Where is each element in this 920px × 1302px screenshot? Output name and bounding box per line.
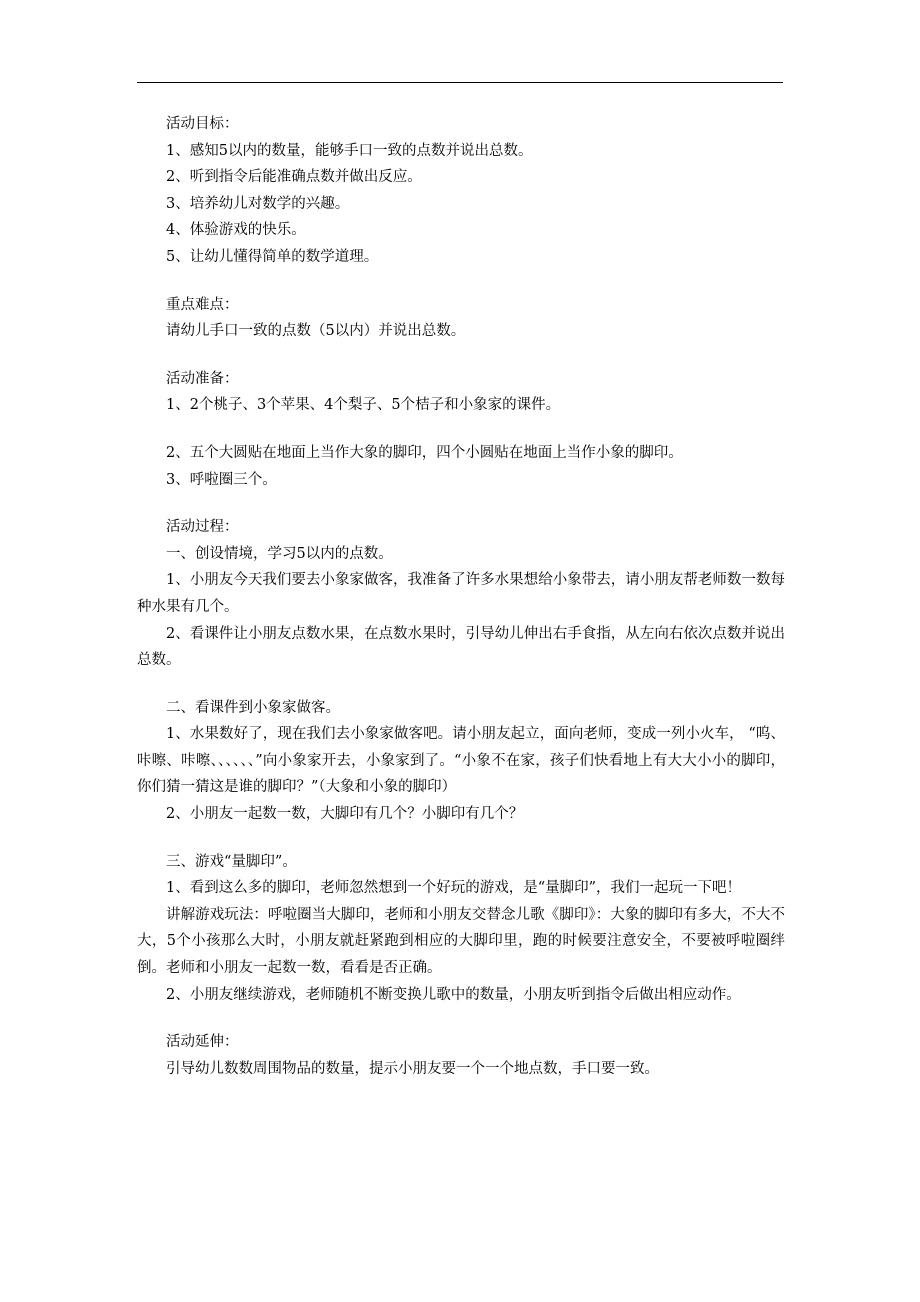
extension-text: 引导幼儿数数周围物品的数量，提示小朋友要一个一个地点数，手口要一致。 bbox=[166, 1060, 659, 1077]
process-part3-item: 2、小朋友继续游戏，老师随机不断变换儿歌中的数量，小朋友听到指令后做出相应动作。 bbox=[166, 986, 741, 1003]
process-part1-title: 一、创设情境，学习5以内的点数。 bbox=[166, 545, 393, 562]
key-points-heading: 重点难点： bbox=[166, 296, 239, 313]
process-part1-item: 2、看课件让小朋友点数水果，在点数水果时，引导幼儿伸出右手食指，从左向右依次点数并说出总数。 bbox=[137, 625, 785, 669]
preparation-item: 2、五个大圆贴在地面上当作大象的脚印，四个小圆贴在地面上当作小象的脚印。 bbox=[166, 444, 683, 461]
extension-heading: 活动延伸： bbox=[166, 1034, 239, 1051]
process-part1-item: 1、小朋友今天我们要去小象家做客，我准备了许多水果想给小象带去，请小朋友帮老师数一数每种水果有几个。 bbox=[137, 572, 785, 615]
goal-item: 4、体验游戏的快乐。 bbox=[166, 222, 306, 239]
goal-item: 5、让幼儿懂得简单的数学道理。 bbox=[166, 248, 379, 265]
preparation-heading: 活动准备： bbox=[166, 370, 239, 387]
goal-item: 2、听到指令后能准确点数并做出反应。 bbox=[166, 169, 422, 186]
process-heading: 活动过程： bbox=[166, 519, 239, 536]
process-part2-item: 2、小朋友一起数一数，大脚印有几个？小脚印有几个？ bbox=[166, 806, 524, 823]
document-body bbox=[137, 111, 785, 1082]
goal-item: 3、培养幼儿对数学的兴趣。 bbox=[166, 195, 350, 212]
preparation-item: 1、2个桃子、3个苹果、4个梨子、5个桔子和小象家的课件。 bbox=[166, 397, 561, 414]
preparation-item: 3、呼啦圈三个。 bbox=[166, 471, 277, 488]
goals-heading: 活动目标： bbox=[166, 116, 239, 132]
goal-item: 1、感知5以内的数量，能够手口一致的点数并说出总数。 bbox=[166, 142, 533, 159]
key-points-text: 请幼儿手口一致的点数（5以内）并说出总数。 bbox=[166, 323, 466, 340]
process-part2-item: 1、水果数好了，现在我们去小象家做客吧。请小朋友起立，面向老师，变成一列小火车， “呜、咔嚓、咔嚓、、、、、、”向小象家开去，小象家到了。“小象不在家，孩子们快看地上有大大小小的脚印，你们猜一猜这是谁的脚印？”（大象和小象的脚印） bbox=[137, 726, 785, 796]
header-rule bbox=[137, 82, 783, 83]
process-part3-item: 讲解游戏玩法：呼啦圈当大脚印，老师和小朋友交替念儿歌《脚印》：大象的脚印有多大，不大不大，5个小孩那么大时，小朋友就赶紧跑到相应的大脚印里，跑的时候要注意安全，不要被呼啦圈绊倒。老师和小朋友一起数一数，看看是否正确。 bbox=[137, 906, 785, 977]
process-part2-title: 二、看课件到小象家做客。 bbox=[166, 699, 340, 716]
process-part3-item: 1、看到这么多的脚印，老师忽然想到一个好玩的游戏，是“量脚印”，我们一起玩一下吧！ bbox=[166, 880, 742, 897]
process-part3-title: 三、游戏“量脚印”。 bbox=[166, 853, 297, 870]
